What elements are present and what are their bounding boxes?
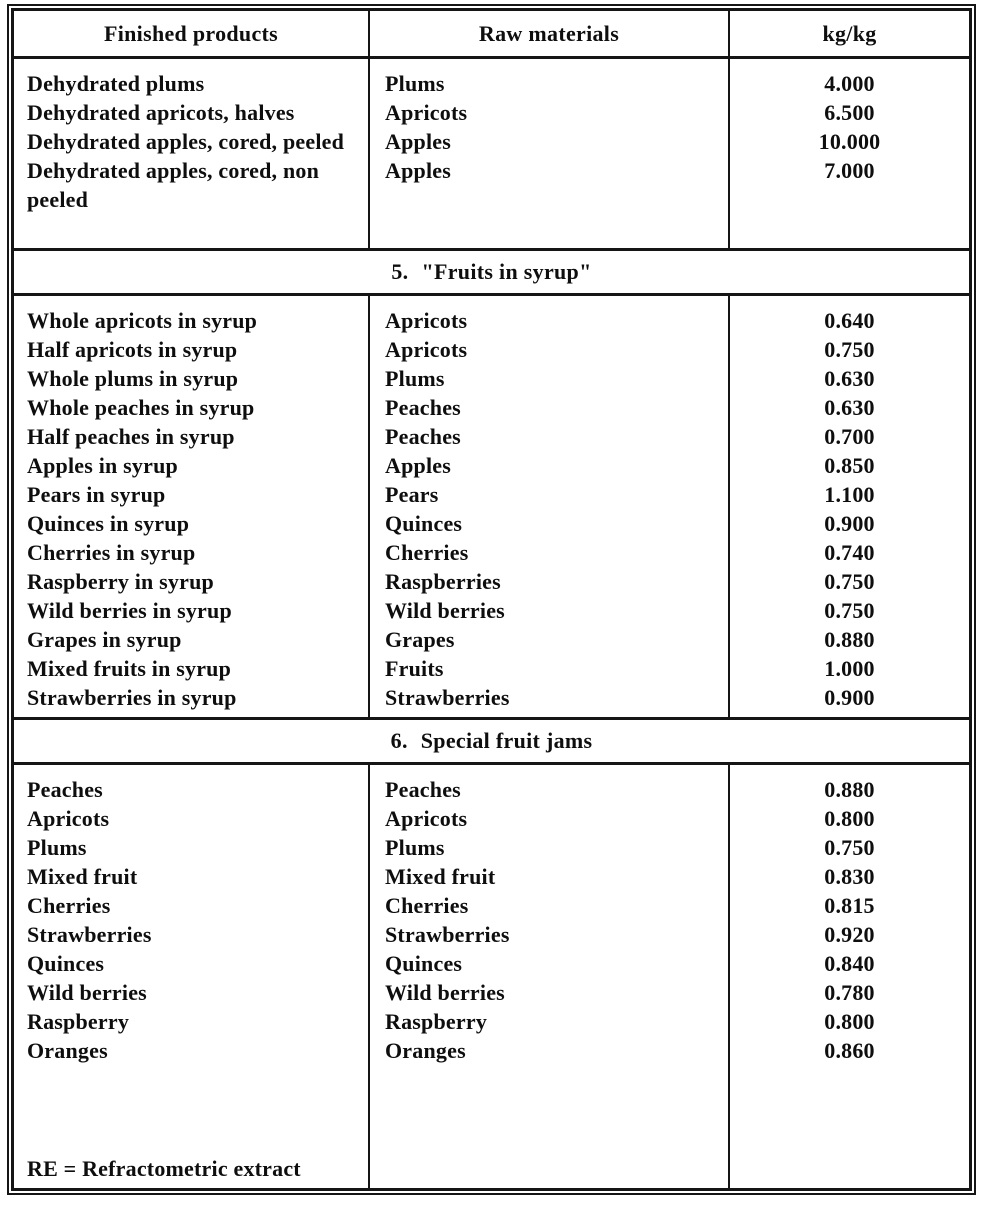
spacer — [14, 214, 368, 248]
material-cell: Plums — [368, 69, 728, 98]
value-cell: 0.880 — [728, 625, 969, 654]
product-cell: Dehydrated apricots, halves — [27, 100, 295, 125]
product-cell: Half peaches in syrup — [27, 424, 235, 449]
product-cell: Quinces in syrup — [27, 511, 190, 536]
product-cell: Apricots — [27, 806, 110, 831]
material-cell: Raspberries — [368, 567, 728, 596]
value-cell: 0.900 — [728, 683, 969, 712]
section-number: 5. — [391, 259, 409, 284]
value-cell: 0.640 — [728, 306, 969, 335]
value-cell: 0.800 — [728, 804, 969, 833]
product-cell: Pears in syrup — [27, 482, 166, 507]
spacer — [368, 296, 728, 306]
material-cell: Plums — [368, 833, 728, 862]
spacer — [728, 296, 969, 306]
product-cell: Raspberry — [27, 1009, 130, 1034]
spacer — [728, 59, 969, 69]
material-cell: Apricots — [368, 335, 728, 364]
value-cell: 0.880 — [728, 775, 969, 804]
product-cell: Wild berries in syrup — [27, 598, 232, 623]
product-cell: Peaches — [27, 777, 103, 802]
product-cell: Dehydrated apples, cored, peeled — [27, 129, 345, 154]
value-cell: 0.840 — [728, 949, 969, 978]
spacer — [14, 765, 368, 775]
value-cell: 4.000 — [728, 69, 969, 98]
product-cell: Whole plums in syrup — [27, 366, 239, 391]
material-cell: Plums — [368, 364, 728, 393]
spacer — [368, 214, 728, 248]
material-cell: Quinces — [368, 949, 728, 978]
section-title: "Fruits in syrup" — [421, 259, 592, 284]
value-cell: 0.630 — [728, 364, 969, 393]
product-cell: Mixed fruit — [27, 864, 138, 889]
value-cell: 0.815 — [728, 891, 969, 920]
spacer — [368, 712, 728, 717]
material-cell: Mixed fruit — [368, 862, 728, 891]
value-cell: 0.750 — [728, 335, 969, 364]
spacer — [14, 712, 368, 717]
table-body — [14, 59, 969, 1188]
material-cell: Oranges — [368, 1036, 728, 1065]
value-cell: 1.100 — [728, 480, 969, 509]
value-cell: 6.500 — [728, 98, 969, 127]
ratios-table — [7, 4, 976, 1195]
value-cell: 0.630 — [728, 393, 969, 422]
spacer — [728, 1150, 969, 1188]
ratios-table-inner — [11, 8, 972, 1191]
material-cell: Wild berries — [368, 596, 728, 625]
material-cell: Apricots — [368, 98, 728, 127]
material-cell: Apples — [368, 451, 728, 480]
spacer — [368, 1065, 728, 1150]
product-cell: Oranges — [27, 1038, 108, 1063]
value-cell: 0.860 — [728, 1036, 969, 1065]
section-title: Special fruit jams — [420, 728, 593, 753]
value-cell: 0.700 — [728, 422, 969, 451]
material-cell: Wild berries — [368, 978, 728, 1007]
spacer — [14, 296, 368, 306]
spacer — [728, 765, 969, 775]
material-cell: Strawberries — [368, 683, 728, 712]
product-cell: Strawberries in syrup — [27, 685, 237, 710]
column-header-raw-materials: Raw materials — [368, 11, 728, 56]
column-header-kg-per-kg: kg/kg — [728, 11, 969, 56]
product-cell: Cherries — [27, 893, 111, 918]
material-cell: Apricots — [368, 306, 728, 335]
footnote: RE = Refractometric extract — [27, 1156, 301, 1181]
material-cell: Cherries — [368, 891, 728, 920]
section-rows — [14, 59, 969, 248]
material-cell: Peaches — [368, 393, 728, 422]
material-cell: Peaches — [368, 422, 728, 451]
product-cell: Raspberry in syrup — [27, 569, 214, 594]
value-cell: 0.800 — [728, 1007, 969, 1036]
product-cell: Whole apricots in syrup — [27, 308, 258, 333]
spacer — [368, 1150, 728, 1188]
value-cell: 0.830 — [728, 862, 969, 891]
material-cell: Strawberries — [368, 920, 728, 949]
spacer — [368, 59, 728, 69]
column-header-finished-products: Finished products — [103, 20, 279, 46]
value-cell: 0.750 — [728, 567, 969, 596]
value-cell: 10.000 — [728, 127, 969, 156]
product-cell: Strawberries — [27, 922, 152, 947]
value-cell: 1.000 — [728, 654, 969, 683]
section-header — [14, 248, 969, 296]
value-cell: 0.920 — [728, 920, 969, 949]
spacer — [728, 214, 969, 248]
spacer — [728, 712, 969, 717]
material-cell: Grapes — [368, 625, 728, 654]
material-cell: Cherries — [368, 538, 728, 567]
material-cell: Quinces — [368, 509, 728, 538]
product-cell: Apples in syrup — [27, 453, 178, 478]
material-cell: Pears — [368, 480, 728, 509]
product-cell: Half apricots in syrup — [27, 337, 238, 362]
section-rows — [14, 765, 969, 1188]
material-cell: Apricots — [368, 804, 728, 833]
value-cell: 0.780 — [728, 978, 969, 1007]
spacer — [14, 59, 368, 69]
material-cell: Apples — [368, 127, 728, 156]
spacer — [14, 1065, 368, 1150]
material-cell: Fruits — [368, 654, 728, 683]
product-cell: Wild berries — [27, 980, 147, 1005]
value-cell: 0.750 — [728, 596, 969, 625]
product-cell: Grapes in syrup — [27, 627, 182, 652]
value-cell: 0.850 — [728, 451, 969, 480]
section-rows — [14, 296, 969, 717]
value-cell: 0.750 — [728, 833, 969, 862]
product-cell: Dehydrated apples, cored, non peeled — [27, 158, 320, 212]
material-cell: Apples — [368, 156, 728, 214]
spacer — [728, 1065, 969, 1150]
product-cell: Mixed fruits in syrup — [27, 656, 232, 681]
material-cell: Raspberry — [368, 1007, 728, 1036]
product-cell: Whole peaches in syrup — [27, 395, 255, 420]
spacer — [368, 765, 728, 775]
table-header-row — [14, 11, 969, 59]
product-cell: Cherries in syrup — [27, 540, 196, 565]
section-number: 6. — [390, 728, 408, 753]
value-cell: 7.000 — [728, 156, 969, 214]
material-cell: Peaches — [368, 775, 728, 804]
product-cell: Quinces — [27, 951, 105, 976]
section-header — [14, 717, 969, 765]
value-cell: 0.740 — [728, 538, 969, 567]
value-cell: 0.900 — [728, 509, 969, 538]
product-cell: Dehydrated plums — [27, 71, 205, 96]
product-cell: Plums — [27, 835, 87, 860]
